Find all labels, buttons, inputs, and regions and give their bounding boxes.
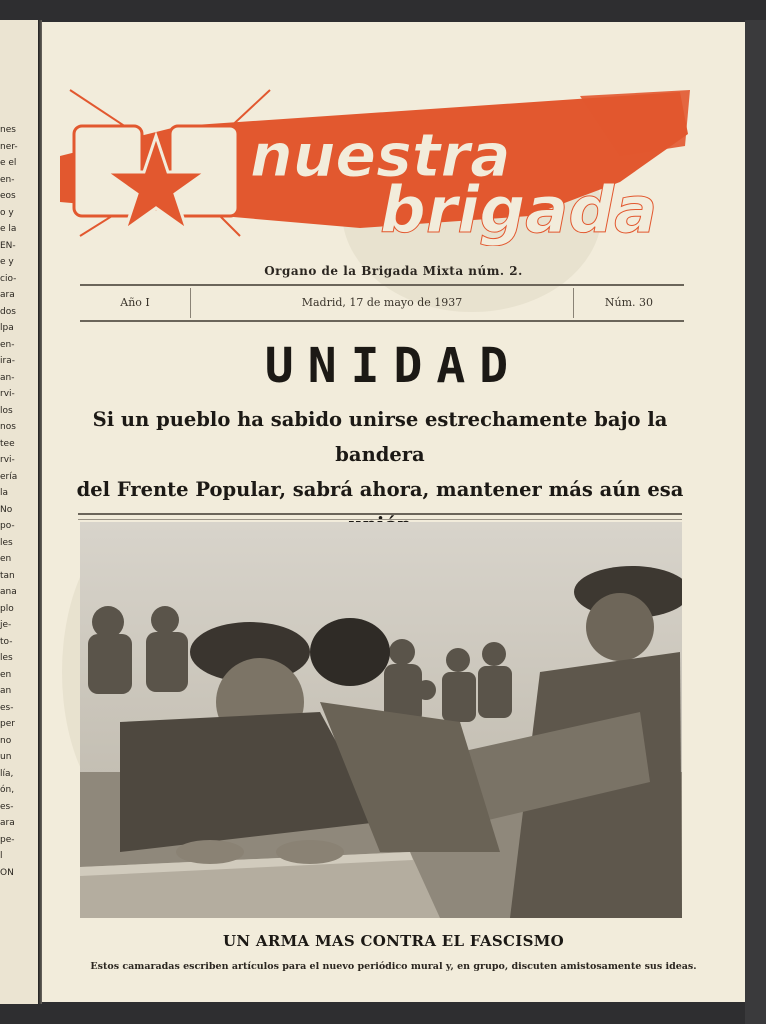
issue-info-bar xyxy=(80,284,684,322)
left-page-text-fragment: lía, xyxy=(0,768,14,779)
left-page-text-fragment: nos xyxy=(0,422,16,432)
left-page-text-fragment: per xyxy=(0,719,15,729)
left-page-text-fragment: ner- xyxy=(0,141,18,152)
left-page-text-fragment: les xyxy=(0,653,13,663)
newspaper-page xyxy=(42,22,745,1002)
left-page-text-fragment: ara xyxy=(0,818,15,828)
left-page-text-fragment: les xyxy=(0,537,13,548)
left-page-text-fragment: ón, xyxy=(0,785,15,795)
left-page-text-fragment: e la xyxy=(0,224,17,234)
issue-number: Núm. 30 xyxy=(604,296,654,309)
masthead-title-line2: brigada xyxy=(380,174,658,246)
left-page-text-fragment: es- xyxy=(0,801,14,812)
left-page-text-fragment: o y xyxy=(0,207,14,218)
left-page-text-fragment: plo xyxy=(0,603,14,614)
left-page-text-fragment: No xyxy=(0,504,13,515)
organ-subtitle: Organo de la Brigada Mixta núm. 2. xyxy=(264,264,523,278)
left-page-text-fragment: en xyxy=(0,554,12,564)
left-page-text-fragment: cio- xyxy=(0,273,17,284)
adjacent-page-fragment xyxy=(0,20,38,1004)
left-page-text-fragment: pe- xyxy=(0,834,15,845)
left-page-text-fragment: e el xyxy=(0,158,17,168)
left-page-text-fragment: ira- xyxy=(0,356,15,366)
left-page-text-fragment: e y xyxy=(0,257,14,267)
left-page-text-fragment: los xyxy=(0,405,13,416)
left-page-text-fragment: ería xyxy=(0,471,18,482)
left-page-text-fragment: no xyxy=(0,735,12,746)
left-page-text-fragment: dos xyxy=(0,306,16,317)
photo-caption-text: Estos camaradas escriben artículos para el nuevo periódico mural y, en grupo, discuten amistosamente sus ideas. xyxy=(90,961,697,972)
left-page-text-fragment: rvi- xyxy=(0,389,15,399)
star-and-fists-emblem xyxy=(74,126,238,230)
left-page-text-fragment: je- xyxy=(0,620,12,630)
left-page-text-fragment: lpa xyxy=(0,323,14,333)
lead-line: Si un pueblo ha sabido unirse estrechamente bajo la bandera xyxy=(92,408,668,466)
left-page-text-fragment: an xyxy=(0,686,12,696)
lead-line: del Frente Popular, sabrá ahora, mantener más aún esa xyxy=(76,478,684,501)
left-page-text-fragment: nes xyxy=(0,125,16,135)
left-page-text-fragment: en- xyxy=(0,339,15,350)
left-page-text-fragment: un xyxy=(0,752,12,762)
left-page-text-fragment: tan xyxy=(0,570,15,581)
left-page-text-fragment: ON xyxy=(0,867,14,878)
left-page-text-fragment: to- xyxy=(0,636,13,647)
left-page-text-fragment: an- xyxy=(0,372,15,383)
left-page-text-fragment: eos xyxy=(0,191,16,201)
photo-illustration xyxy=(80,522,682,918)
issue-place-date: Madrid, 17 de mayo de 1937 xyxy=(301,296,463,309)
left-page-text-fragment: po- xyxy=(0,521,15,531)
left-page-text-fragment: ana xyxy=(0,587,17,597)
left-page-text-fragment: rvi- xyxy=(0,455,15,465)
photo-caption-title: UN ARMA MAS CONTRA EL FASCISMO xyxy=(223,932,564,950)
left-page-text-fragment: l xyxy=(0,851,3,861)
issue-year: Año I xyxy=(120,296,150,309)
left-page-text-fragment: ara xyxy=(0,290,15,300)
masthead-logo xyxy=(60,86,710,246)
left-page-text-fragment: en- xyxy=(0,174,15,185)
left-page-text-fragment: la xyxy=(0,488,9,498)
page-edge-shadow xyxy=(745,20,766,1024)
masthead-title-line1: nuestra xyxy=(250,121,511,191)
masthead-banner xyxy=(60,86,710,246)
left-page-text-fragment: EN- xyxy=(0,240,16,251)
section-rule xyxy=(78,513,682,520)
page-headline: UNIDAD xyxy=(264,338,523,394)
left-page-text-fragment: en xyxy=(0,669,12,680)
left-page-text-fragment: es- xyxy=(0,702,14,713)
left-page-text-fragment: tee xyxy=(0,438,15,449)
soldiers-writing-photo xyxy=(80,522,682,918)
